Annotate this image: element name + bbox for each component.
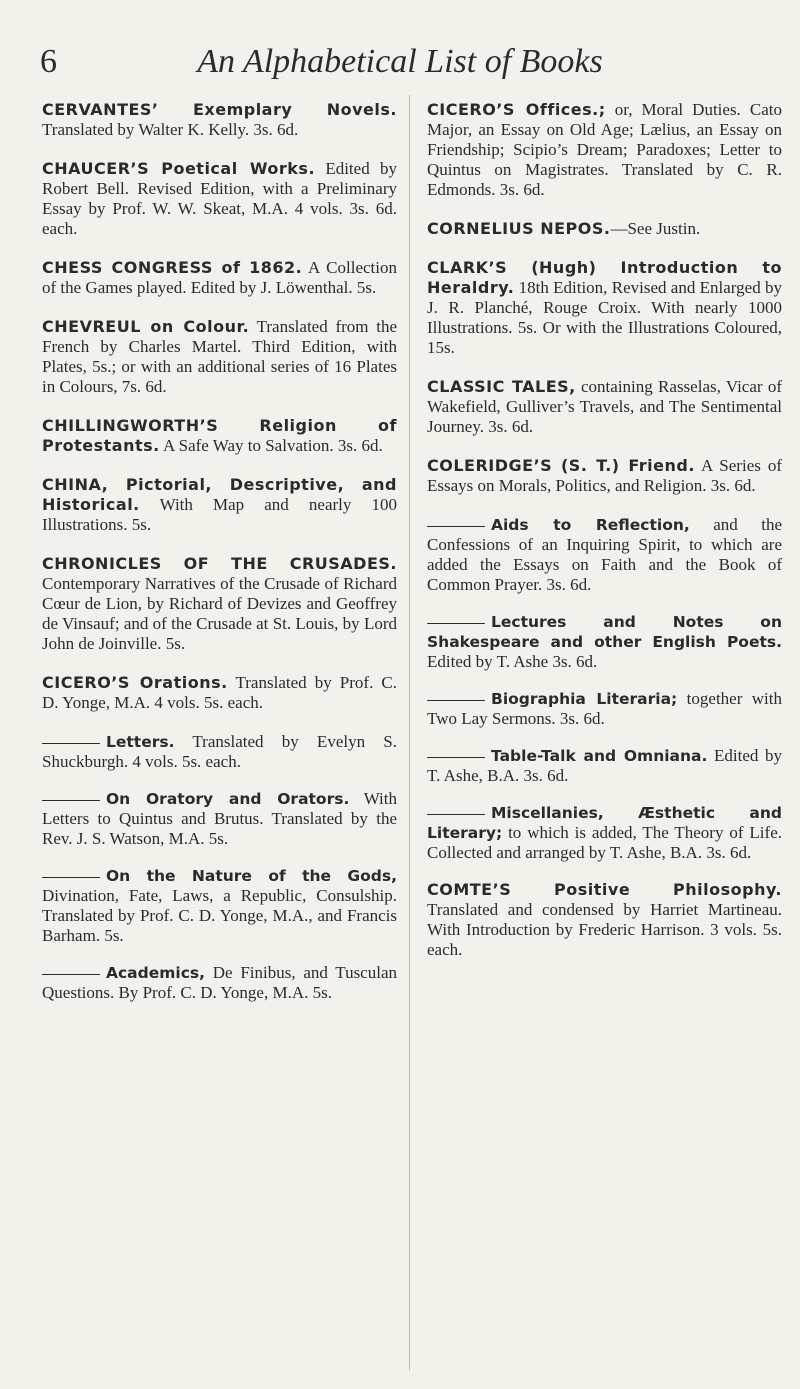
ditto-dash (427, 700, 485, 701)
ditto-dash (427, 757, 485, 758)
ditto-dash (427, 814, 485, 815)
entry-head: CHEVREUL on Colour. (42, 317, 250, 336)
ditto-dash (42, 743, 100, 744)
ditto-dash (42, 974, 100, 975)
entry-china (42, 475, 397, 535)
entry-body: Translated by Walter K. Kelly. 3s. 6d. (42, 120, 299, 139)
entry-chronicles-crusades (42, 554, 397, 654)
entry-head: CHILLINGWORTH’S Religion of Protestants. (42, 416, 397, 455)
left-column (42, 100, 397, 1020)
entry-head: Table-Talk and Omniana. (491, 747, 708, 765)
entry-chaucer (42, 159, 397, 239)
entry-cicero-academics (42, 963, 397, 1003)
entry-cicero-offices (427, 100, 782, 200)
entry-head: Aids to Reflection, (491, 516, 690, 534)
right-column (427, 100, 782, 979)
entry-head: CHINA, Pictorial, Descriptive, and Historical. (42, 475, 397, 514)
entry-body: Edited by T. Ashe 3s. 6d. (427, 652, 598, 671)
column-divider (409, 95, 410, 1370)
entry-body: —See Justin. (610, 219, 701, 238)
page-number: 6 (40, 43, 57, 80)
entry-body: 18th Edition, Revised and Enlarged by J. R. Planché, Rouge Croix. With nearly 1000 Illustrations. 5s. Or with the Illustrations Coloured, 15s. (427, 278, 782, 357)
entry-coleridge-lectures (427, 612, 782, 672)
entry-head: CICERO’S Orations. (42, 673, 228, 692)
entry-coleridge-miscellanies (427, 803, 782, 863)
entry-head: CLARK’S (Hugh) Introduction to Heraldry. (427, 258, 782, 297)
entry-head: On Oratory and Orators. (106, 790, 350, 808)
entry-classic-tales (427, 377, 782, 437)
entry-body: Contemporary Narratives of the Crusade of Richard Cœur de Lion, by Richard of Devizes and Geoffrey de Vinsauf; and of the Crusade at St. Louis, by Lord John de Joinville. 5s. (42, 574, 397, 653)
entry-head: CERVANTES’ Exemplary Novels. (42, 100, 397, 119)
entry-comte (427, 880, 782, 960)
entry-head: Biographia Literaria; (491, 690, 678, 708)
entry-head: CHRONICLES OF THE CRUSADES. (42, 554, 397, 573)
entry-body: Divination, Fate, Laws, a Republic, Consulship. Translated by Prof. C. D. Yonge, M.A., and Francis Barham. 5s. (42, 886, 397, 945)
entry-head: CICERO’S Offices.; (427, 100, 606, 119)
entry-body: A Collection of the Games played. Edited by J. Löwenthal. 5s. (42, 258, 397, 297)
entry-body: Edited by Robert Bell. Revised Edition, with a Preliminary Essay by Prof. W. W. Skeat, M.A. 4 vols. 3s. 6d. each. (42, 159, 397, 238)
entry-cicero-letters (42, 732, 397, 772)
ditto-dash (427, 623, 485, 624)
entry-head: Miscellanies, Æsthetic and Literary; (427, 804, 782, 842)
entry-body: or, Moral Duties. Cato Major, an Essay on Old Age; Lælius, an Essay on Friendship; Scipio’s Dream; Paradoxes; Letter to Quintus on Magistrates. Translated by C. R. Edmonds. 3s. 6d. (427, 100, 782, 199)
entry-body: containing Rasselas, Vicar of Wakefield, Gulliver’s Travels, and The Sentimental Journey. 3s. 6d. (427, 377, 782, 436)
entry-head: COLERIDGE’S (S. T.) Friend. (427, 456, 695, 475)
entry-chillingworth (42, 416, 397, 456)
entry-head: Letters. (106, 733, 175, 751)
ditto-dash (427, 526, 485, 527)
ditto-dash (42, 877, 100, 878)
entry-body: A Series of Essays on Morals, Politics, and Religion. 3s. 6d. (427, 456, 782, 495)
entry-head: CORNELIUS NEPOS. (427, 219, 611, 238)
entry-head: CHAUCER’S Poetical Works. (42, 159, 316, 178)
entry-head: COMTE’S Positive Philosophy. (427, 880, 782, 899)
entry-body: Translated by Evelyn S. Shuckburgh. 4 vols. 5s. each. (42, 732, 397, 771)
entry-head: CLASSIC TALES, (427, 377, 576, 396)
ditto-dash (42, 800, 100, 801)
entry-coleridge-table-talk (427, 746, 782, 786)
running-title: An Alphabetical List of Books (197, 43, 603, 80)
entry-clark-heraldry (427, 258, 782, 358)
entry-chess-congress (42, 258, 397, 298)
entry-head: On the Nature of the Gods, (106, 867, 397, 885)
entry-body: De Finibus, and Tusculan Questions. By Prof. C. D. Yonge, M.A. 5s. (42, 963, 398, 1002)
entry-head: Academics, (106, 964, 206, 982)
entry-cicero-gods (42, 866, 397, 946)
entry-cornelius-nepos (427, 219, 782, 239)
entry-cicero-orations (42, 673, 397, 713)
entry-coleridge-aids (427, 515, 782, 595)
entry-head: CHESS CONGRESS of 1862. (42, 258, 303, 277)
entry-coleridge-biographia (427, 689, 782, 729)
entry-cervantes (42, 100, 397, 140)
entry-body: Translated by Prof. C. D. Yonge, M.A. 4 vols. 5s. each. (42, 673, 397, 712)
entry-cicero-oratory (42, 789, 397, 849)
entry-body: to which is added, The Theory of Life. Collected and arranged by T. Ashe, B.A. 3s. 6d. (427, 823, 782, 862)
entry-body: Translated and condensed by Harriet Martineau. With Introduction by Frederic Harrison. 3 vols. 5s. each. (427, 900, 782, 959)
entry-body: and the Confessions of an Inquiring Spirit, to which are added the Essays on Faith and the Book of Common Prayer. 3s. 6d. (427, 515, 782, 594)
entry-body: With Letters to Quintus and Brutus. Translated by the Rev. J. S. Watson, M.A. 5s. (42, 789, 397, 848)
entry-body: together with Two Lay Sermons. 3s. 6d. (427, 689, 782, 728)
entry-body: Edited by T. Ashe, B.A. 3s. 6d. (427, 746, 782, 785)
entry-body: Translated from the French by Charles Martel. Third Edition, with Plates, 5s.; or with an additional series of 16 Plates in Colours, 7s. 6d. (42, 317, 397, 396)
entry-coleridge-friend (427, 456, 782, 496)
page-header (0, 42, 800, 82)
entry-head: Lectures and Notes on Shakespeare and other English Poets. (427, 613, 782, 651)
entry-body: With Map and nearly 100 Illustrations. 5s. (42, 495, 397, 534)
entry-body: A Safe Way to Salvation. 3s. 6d. (163, 436, 383, 455)
entry-chevreul (42, 317, 397, 397)
